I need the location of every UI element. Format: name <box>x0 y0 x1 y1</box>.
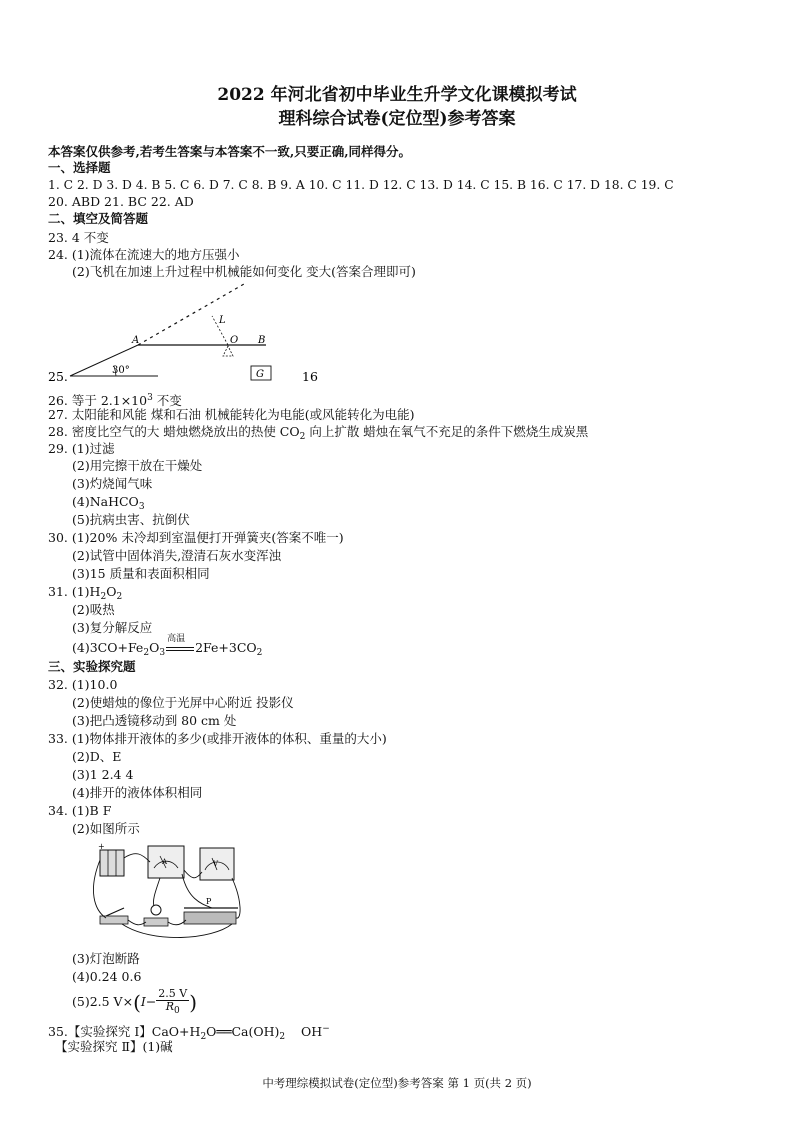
answer-31-3: (3)复分解反应 <box>72 620 153 635</box>
answer-24-1: 24. (1)流体在流速大的地方压强小 <box>48 247 240 262</box>
answer-28: 28. 密度比空气的大 蜡烛燃烧放出的热使 $CO_2$ 向上扩散 蜡烛在氧气不充足的条件下燃烧生成炭黑 <box>48 424 589 442</box>
answer-33-3: (3)1 2.4 4 <box>72 767 134 782</box>
answer-33-2: (2)D、E <box>72 749 122 764</box>
answer-30-1: 30. (1)20% 未冷却到室温便打开弹簧夹(答案不唯一) <box>48 530 344 545</box>
voltmeter-label: V <box>213 860 219 868</box>
answer-34-2: (2)如图所示 <box>72 821 140 836</box>
answer-34-4: (4)0.24 0.6 <box>72 969 142 984</box>
point-o: O <box>230 335 239 346</box>
bulb <box>144 905 168 926</box>
answer-33-4: (4)排开的液体体积相同 <box>72 785 203 800</box>
answer-32-1: 32. (1)10.0 <box>48 677 118 692</box>
answer-32-2: (2)使蜡烛的像位于光屏中心附近 投影仪 <box>72 695 294 710</box>
point-a: A <box>132 335 140 346</box>
choice-row-1: 1. C 2. D 3. D 4. B 5. C 6. D 7. C 8. B 9. A 10. C 11. D 12. C 13. D 14. C 15. B 16. C 17. D 18. C 19. C <box>48 178 674 192</box>
answer-32-3: (3)把凸透镜移动到 80 cm 处 <box>72 713 237 728</box>
choice-row-2: 20. ABD 21. BC 22. AD <box>48 194 194 209</box>
answer-27: 27. 太阳能和风能 煤和石油 机械能转化为电能(或风能转化为电能) <box>48 407 415 422</box>
answer-35-1: 35.【实验探究 Ⅰ】$CaO+H_2O══Ca(OH)_2$ OH− <box>48 1024 330 1042</box>
figure-25-lever <box>48 280 348 388</box>
title-line-2: 理科综合试卷(定位型)参考答案 <box>278 109 516 129</box>
answer-29-5: (5)抗病虫害、抗倒伏 <box>72 512 190 527</box>
ammeter <box>148 846 184 878</box>
section-experiment: 三、实验探究题 <box>48 659 136 674</box>
ammeter-label: A <box>162 858 168 866</box>
switch <box>100 908 128 924</box>
answer-35-2: 【实验探究 Ⅱ】(1)碱 <box>55 1039 173 1054</box>
answer-24-2: (2)飞机在加速上升过程中机械能如何变化 变大(答案合理即可) <box>72 264 416 279</box>
title-line-1: 2022 年河北省初中毕业生升学文化课模拟考试 <box>217 85 577 105</box>
section-fill: 二、填空及简答题 <box>48 211 149 226</box>
answer-29-4: (4)NaHCO$_3$ <box>72 494 145 512</box>
answer-31-2: (2)吸热 <box>72 602 115 617</box>
slider-p: P <box>206 897 212 906</box>
section-choice: 一、选择题 <box>48 160 111 175</box>
answer-30-3: (3)15 质量和表面积相同 <box>72 566 210 581</box>
answer-25-value: 16 <box>302 369 318 384</box>
weight-g: G <box>256 369 264 380</box>
rheostat <box>184 897 238 924</box>
voltmeter <box>200 848 234 880</box>
answer-31-4: $(4)3CO+Fe_2O_3$ 高温 $2Fe+3CO_2$ <box>72 634 263 658</box>
battery <box>98 842 124 876</box>
circuit-diagram <box>92 840 252 944</box>
angle-label: 30° <box>112 365 130 376</box>
answer-34-5: (5)2.5 V×(I− $\frac{2.5 V}{R_0}$ ) <box>72 987 198 1016</box>
arm-l: L <box>219 315 226 326</box>
answer-26: 26. 等于 $2.1\times 10^3$ 不变 <box>48 393 182 408</box>
battery-plus: + <box>98 842 105 851</box>
answer-34-1: 34. (1)B F <box>48 803 112 818</box>
answer-33-1: 33. (1)物体排开液体的多少(或排开液体的体积、重量的大小) <box>48 731 387 746</box>
answer-23: 23. 4 不变 <box>48 230 109 245</box>
answer-30-2: (2)试管中固体消失,澄清石灰水变浑浊 <box>72 548 282 563</box>
answer-29-3: (3)灼烧闻气味 <box>72 476 153 491</box>
answer-29-2: (2)用完擦干放在干燥处 <box>72 458 203 473</box>
answer-31-1: 31. $(1)H_2O_2$ <box>48 584 123 602</box>
answer-29-1: 29. (1)过滤 <box>48 441 115 456</box>
point-b: B <box>258 335 266 346</box>
page-footer: 中考理综模拟试卷(定位型)参考答案 第 1 页(共 2 页) <box>262 1076 532 1090</box>
note: 本答案仅供参考,若考生答案与本答案不一致,只要正确,同样得分。 <box>48 144 412 159</box>
answer-25-label: 25. <box>48 369 68 384</box>
answer-34-3: (3)灯泡断路 <box>72 951 140 966</box>
